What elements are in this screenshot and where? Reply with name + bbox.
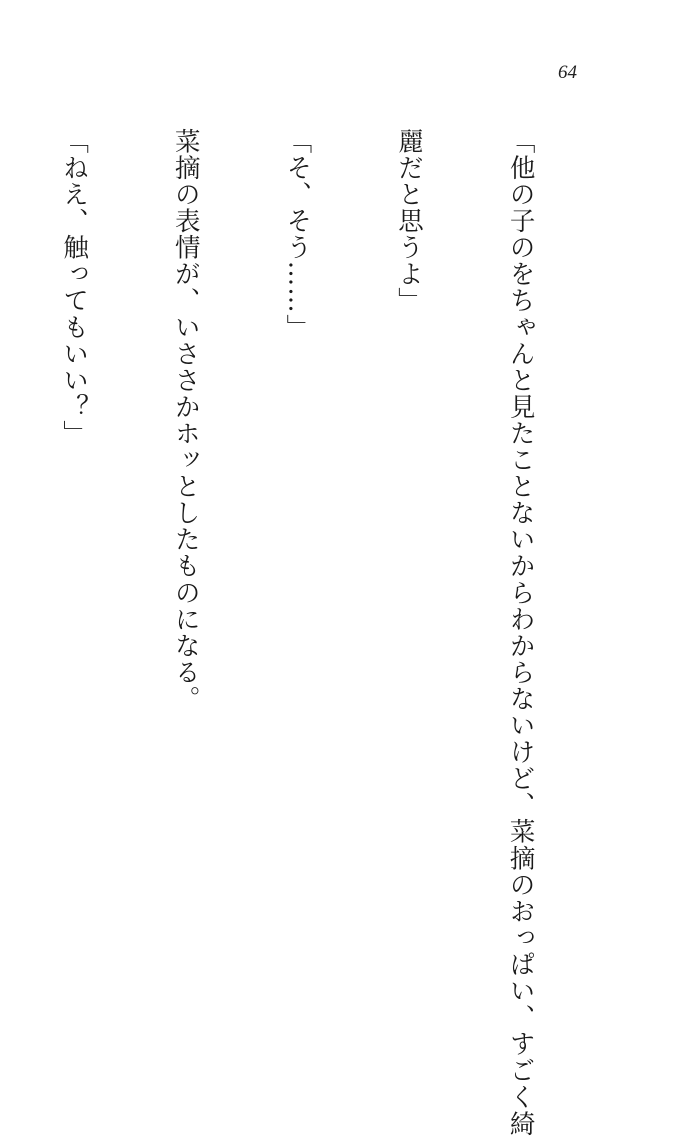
page-number: 64 [558,62,577,83]
text-line-2: 麗だと思うよ」 [393,128,424,314]
text-line-3: 「そ、そう……」 [282,128,313,341]
novel-text-body [0,128,613,1137]
text-line-5: 「ねえ、触ってもいい？」 [59,128,90,447]
text-line-4: 菜摘の表情が、いささかホッとしたものになる。 [170,128,201,713]
text-line-1: 「他の子のをちゃんと見たことないからわからないけど、菜摘のおっぱい、すごく綺 [505,128,536,1137]
